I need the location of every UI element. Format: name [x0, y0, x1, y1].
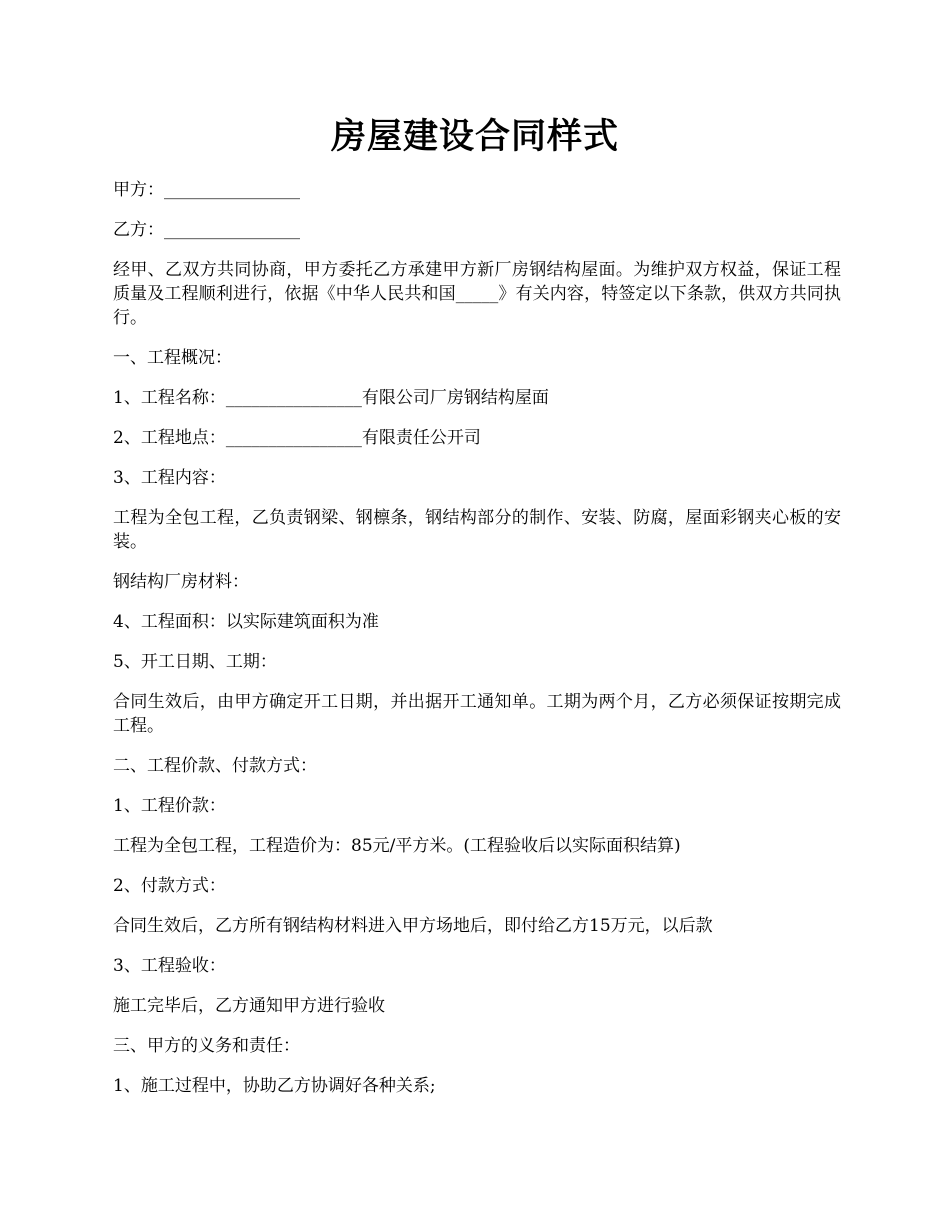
- schedule-paragraph: 合同生效后，由甲方确定开工日期，并出据开工通知单。工期为两个月，乙方必须保证按期完成工程。: [113, 692, 841, 736]
- price-paragraph: 工程为全包工程，工程造价为：85元/平方米。(工程验收后以实际面积结算): [113, 836, 681, 856]
- schedule-heading: 5、开工日期、工期：: [113, 652, 277, 672]
- preamble-paragraph: 经甲、乙双方共同协商，甲方委托乙方承建甲方新厂房钢结构屋面。为维护双方权益，保证工程质量及工程顺利进行，依据《中华人民共和国_____》有关内容，特签定以下条款，供双方共同执行。: [113, 260, 841, 328]
- party-b-line: 乙方：________________: [113, 220, 300, 240]
- project-content-heading: 3、工程内容：: [113, 468, 226, 488]
- section-heading-price-payment: 二、工程价款、付款方式：: [113, 756, 317, 776]
- acceptance-heading: 3、工程验收：: [113, 956, 226, 976]
- payment-heading: 2、付款方式：: [113, 876, 226, 896]
- project-location-line: 2、工程地点：________________有限责任公开司: [113, 428, 481, 448]
- section-heading-party-a-duties: 三、甲方的义务和责任：: [113, 1036, 300, 1056]
- materials-line: 钢结构厂房材料：: [113, 572, 249, 592]
- acceptance-paragraph: 施工完毕后，乙方通知甲方进行验收: [113, 996, 385, 1016]
- project-content-paragraph: 工程为全包工程，乙负责钢梁、钢檩条，钢结构部分的制作、安装、防腐，屋面彩钢夹心板的安装。: [113, 508, 841, 552]
- party-a-duty-1: 1、施工过程中，协助乙方协调好各种关系;: [113, 1076, 436, 1096]
- document-body: [113, 178, 841, 1114]
- project-area-line: 4、工程面积：以实际建筑面积为准: [113, 612, 379, 632]
- price-heading: 1、工程价款：: [113, 796, 226, 816]
- project-name-line: 1、工程名称：________________有限公司厂房钢结构屋面: [113, 388, 549, 408]
- payment-paragraph: 合同生效后，乙方所有钢结构材料进入甲方场地后，即付给乙方15万元，以后款: [113, 916, 713, 936]
- section-heading-project-overview: 一、工程概况：: [113, 348, 232, 368]
- party-a-line: 甲方：________________: [113, 180, 300, 200]
- document-title: 房屋建设合同样式: [330, 116, 619, 157]
